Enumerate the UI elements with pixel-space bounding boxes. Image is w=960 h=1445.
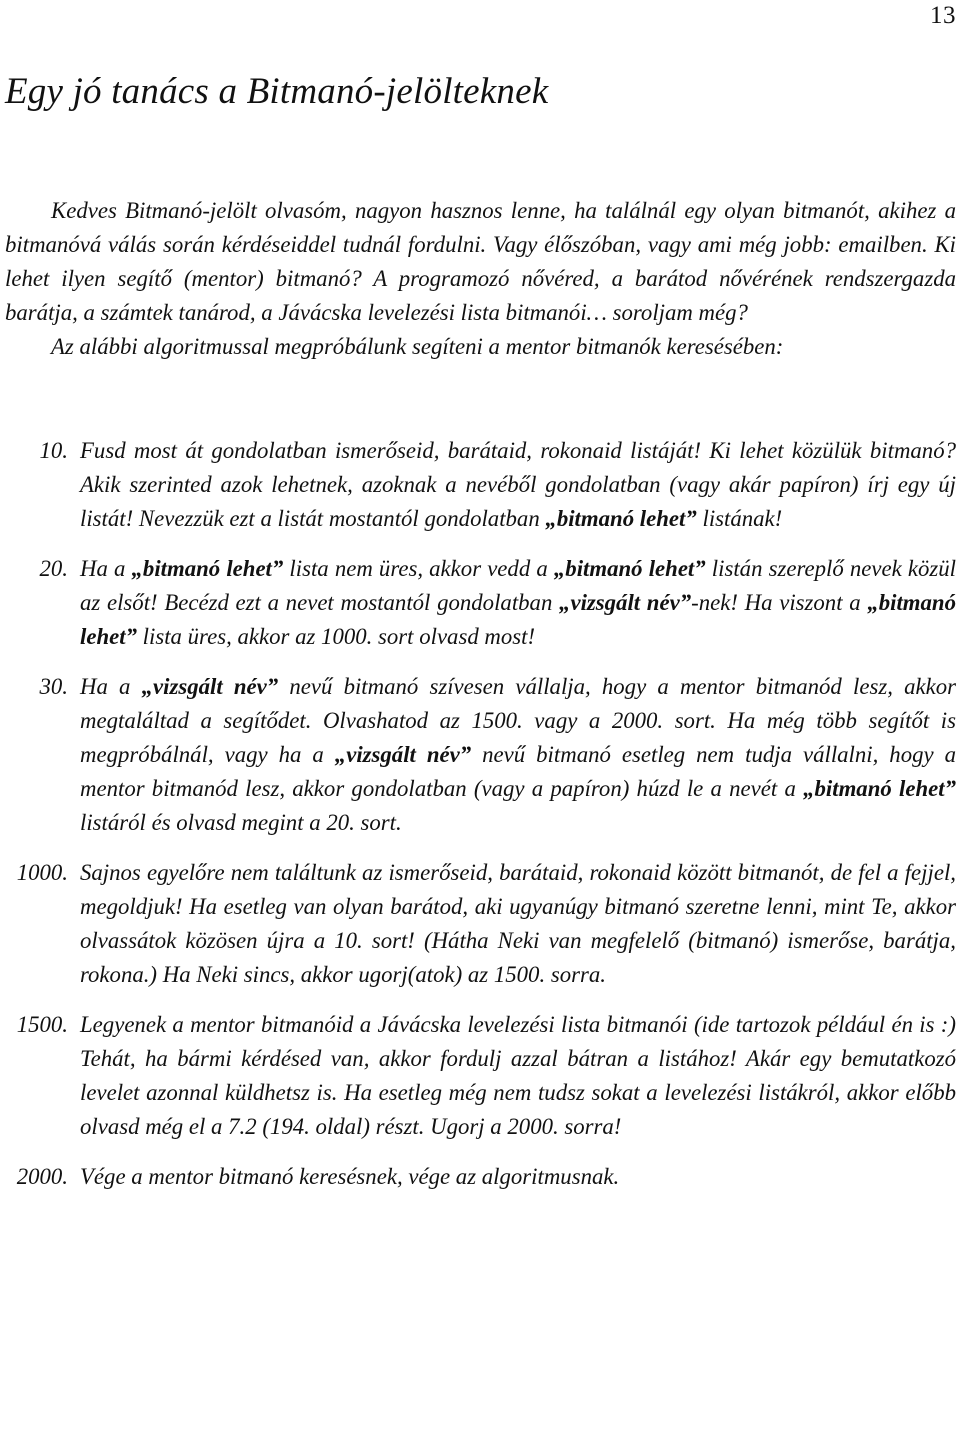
algorithm-steps [0, 434, 956, 1210]
step-text-segment: Fusd most át gondolatban ismerőseid, barátaid, rokonaid listáját! Ki lehet közülük bitmanó? Akik szerinted azok lehetnek, azoknak a nevéből gondolatban (vagy akár papíron) írj egy új listát! Nevezzük ezt a listát mostantól gondolatban [80, 438, 956, 531]
step-number [0, 856, 80, 992]
step-text-segment: listának! [696, 506, 783, 531]
page-title: Egy jó tanács a Bitmanó-jelölteknek [5, 71, 549, 112]
step-text-segment: Vége a mentor bitmanó keresésnek, vége az algoritmusnak. [80, 1164, 620, 1189]
step-text-segment: nevű bitmanó esetleg nem tudja vállalni, hogy a mentor bitmanód lesz, akkor gondolatban (vagy a papíron) húzd le a nevét a [80, 742, 957, 801]
intro-section [5, 194, 956, 364]
step-text-segment: Ha a [80, 556, 132, 581]
step-text-segment: -nek! Ha viszont a [691, 590, 868, 615]
intro-paragraph: Kedves Bitmanó-jelölt olvasóm, nagyon hasznos lenne, ha találnál egy olyan bitmanót, akihez a bitmanóvá válás során kérdéseiddel tudnál fordulni. Vagy élőszóban, vagy ami még jobb: emailben. Ki lehet ilyen segítő (mentor) bitmanó? A programozó nővéred, a barátod nővérének rendszergazda barátja, a számtek tanárod, a Jávácska levelezési lista bitmanói… soroljam még? [5, 198, 956, 325]
step-text [80, 552, 956, 654]
step-text-segment: nevű bitmanó szívesen vállalja, hogy a mentor bitmanód lesz, akkor megtaláltad a segítődet. Olvashatod az 1500. vagy a 2000. sort. Ha még több segítőt is megpróbálnál, vagy ha a [80, 674, 956, 767]
step-text-emphasis: „bitmanó lehet” [131, 556, 284, 581]
algorithm-step [0, 552, 956, 654]
step-text [80, 856, 956, 992]
step-number-label: 1500. [16, 1012, 68, 1037]
step-text-emphasis: „bitmanó lehet” [803, 776, 956, 801]
step-number [0, 1008, 80, 1144]
step-text-segment: lista nem üres, akkor vedd a [283, 556, 554, 581]
step-number [0, 434, 80, 536]
step-number-label: 20. [39, 556, 68, 581]
step-number-label: 30. [39, 674, 68, 699]
step-text [80, 670, 956, 840]
algorithm-step [0, 670, 956, 840]
step-text-segment: listáról és olvasd megint a 20. sort. [80, 810, 402, 835]
step-text-segment: Ha a [80, 674, 142, 699]
step-number-label: 1000. [16, 860, 68, 885]
step-number [0, 1160, 80, 1194]
step-text-segment: Sajnos egyelőre nem találtunk az ismerőseid, barátaid, rokonaid között bitmanót, de fel a fejjel, megoldjuk! Ha esetleg van olyan barátod, aki ugyanúgy bitmanó szeretne lenni, mint Te, akkor olvassátok közösen újra a 10. sort! (Hátha Neki van megfelelő (bitmanó) ismerőse, barátja, rokona.) Ha Neki sincs, akkor ugorj(atok) az 1500. sorra. [80, 860, 956, 987]
step-number-label: 2000. [16, 1164, 68, 1189]
algorithm-step [0, 1008, 956, 1144]
step-text-emphasis: „bitmanó lehet” [80, 590, 956, 649]
intro-algorithm-lead: Az alábbi algoritmussal megpróbálunk segíteni a mentor bitmanók keresésében: [51, 334, 784, 359]
step-text-emphasis: „bitmanó lehet” [553, 556, 706, 581]
step-number [0, 552, 80, 654]
step-text-segment: listán szereplő nevek közül az elsőt! Becézd ezt a nevet mostantól gondolatban [80, 556, 956, 615]
algorithm-step [0, 1160, 956, 1194]
step-number [0, 670, 80, 840]
algorithm-step [0, 434, 956, 536]
algorithm-step [0, 856, 956, 992]
step-text-emphasis: „vizsgált név” [559, 590, 692, 615]
step-text-emphasis: „vizsgált név” [141, 674, 279, 699]
step-text-emphasis: „bitmanó lehet” [545, 506, 697, 531]
step-text [80, 1160, 956, 1194]
step-number-label: 10. [39, 438, 68, 463]
step-text-segment: lista üres, akkor az 1000. sort olvasd most! [136, 624, 536, 649]
step-text-emphasis: „vizsgált név” [334, 742, 472, 767]
step-text [80, 1008, 956, 1144]
step-text-segment: Legyenek a mentor bitmanóid a Jávácska levelezési lista bitmanói (ide tartozok például én is :) Tehát, ha bármi kérdésed van, akkor fordulj azzal bátran a listához! Akár egy bemutatkozó levelet azonnal küldhetsz is. Ha esetleg még nem tudsz sokat a levelezési listákról, akkor előbb olvasd még el a 7.2 (194. oldal) részt. Ugorj a 2000. sorra! [80, 1012, 956, 1139]
step-text [80, 434, 956, 536]
page-number: 13 [930, 2, 956, 29]
